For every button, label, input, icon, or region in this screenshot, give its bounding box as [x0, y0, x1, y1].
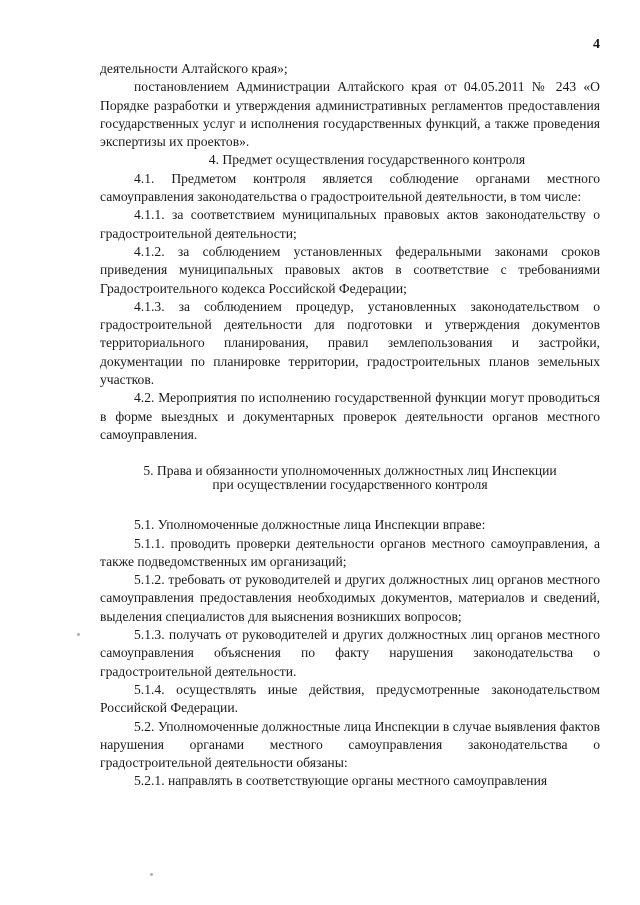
section-5-heading-line-1: 5. Права и обязанности уполномоченных должностных лиц Инспекции: [143, 463, 557, 479]
section-5-heading: [100, 464, 600, 492]
intro-paragraph-2: постановлением Администрации Алтайского края от 04.05.2011 № 243 «О Порядке разработки и утверждения административных регламентов предоставления государственных услуг и исполнения государственных функций, а также проведения экспертизы их проектов».: [100, 79, 600, 150]
paragraph-5-2: 5.2. Уполномоченные должностные лица Инспекции в случае выявления фактов нарушения органами местного самоуправления законодательства о градостроительной деятельности обязаны:: [100, 718, 600, 771]
paragraph-5-1-2: 5.1.2. требовать от руководителей и других должностных лиц органов местного самоуправления предоставления необходимых документов, материалов и сведений, выделения специалистов для выяснения возникших вопросов;: [100, 572, 600, 624]
paragraph-4-1-3: 4.1.3. за соблюдением процедур, установленных законодательством о градостроительной деятельности для подготовки и утверждения документов территориального планирования, правил землепользования и застройки, документации по планировке территории, градостроительных планов земельных участков.: [100, 298, 600, 388]
paragraph-5-1-1: 5.1.1. проводить проверки деятельности органов местного самоуправления, а также подведомственных им организаций;: [100, 535, 600, 569]
section-5-heading-line-2: при осуществлении государственного контроля: [212, 477, 488, 493]
paragraph-4-1-2: 4.1.2. за соблюдением установленных федеральными законами сроков приведения муниципальных правовых актов в соответствие с требованиями Градостроительного кодекса Российской Федерации;: [100, 243, 600, 296]
page-number: 4: [593, 37, 600, 52]
scan-speck: [150, 873, 153, 876]
paragraph-4-1-1: 4.1.1. за соответствием муниципальных правовых актов законодательству о градостроительной деятельности;: [100, 207, 600, 241]
paragraph-5-2-1: 5.2.1. направлять в соответствующие органы местного самоуправления: [134, 773, 548, 789]
intro-paragraph-1: деятельности Алтайского края»;: [100, 61, 288, 76]
paragraph-4-1: 4.1. Предметом контроля является соблюдение органами местного самоуправления законодательства о градостроительной деятельности, в том числе:: [100, 170, 600, 205]
scan-speck: [77, 633, 80, 636]
paragraph-5-1-4: 5.1.4. осуществлять иные действия, предусмотренные законодательством Российской Федерации.: [100, 681, 600, 716]
paragraph-5-1-3: 5.1.3. получать от руководителей и других должностных лиц органов местного самоуправления объяснения по факту нарушения законодательства о градостроительной деятельности.: [100, 627, 600, 679]
section-4-heading: 4. Предмет осуществления государственного контроля: [208, 152, 526, 168]
paragraph-5-1: 5.1. Уполномоченные должностные лица Инспекции вправе:: [134, 517, 486, 533]
document-body: [100, 60, 600, 791]
paragraph-4-2: 4.2. Мероприятия по исполнению государственной функции могут проводиться в форме выездных и документарных проверок деятельности органов местного самоуправления.: [100, 390, 600, 442]
